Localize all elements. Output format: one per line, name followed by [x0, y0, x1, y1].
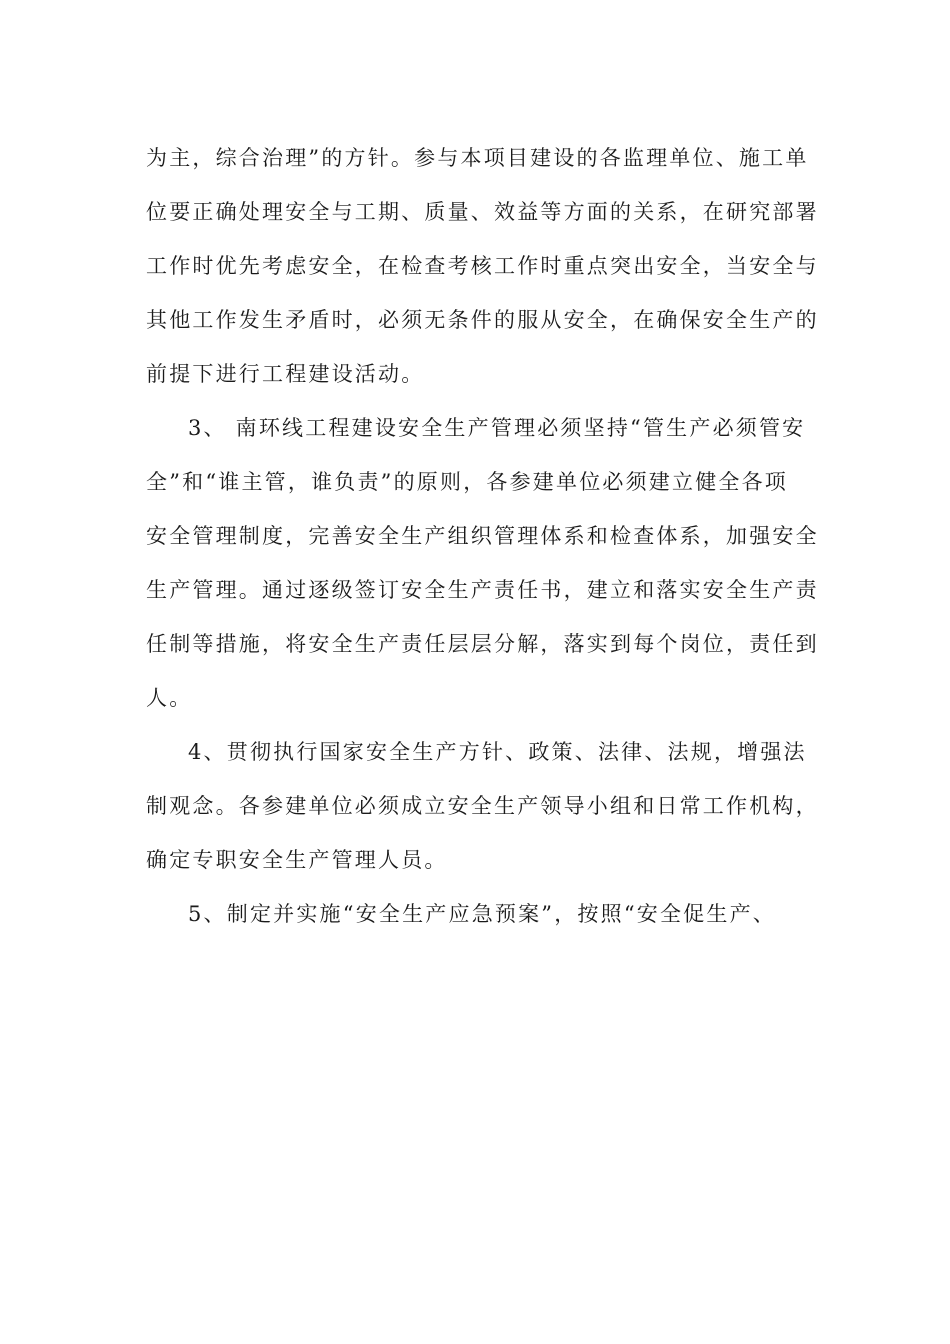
text-line-12: 4、贯彻执行国家安全生产方针、政策、法律、法规，增强法	[188, 740, 807, 764]
text-line-11: 人。	[146, 686, 193, 710]
text-line-9: 生产管理。通过逐级签订安全生产责任书，建立和落实安全生产责	[146, 578, 819, 602]
text-line-3: 工作时优先考虑安全，在检查考核工作时重点突出安全，当安全与	[146, 254, 819, 278]
text-line-10: 任制等措施，将安全生产责任层层分解，落实到每个岗位，责任到	[146, 632, 819, 656]
text-line-13: 制观念。各参建单位必须成立安全生产领导小组和日常工作机构，	[146, 794, 819, 818]
text-line-7: 全”和“谁主管，谁负责”的原则，各参建单位必须建立健全各项	[146, 470, 789, 494]
document-body	[146, 131, 819, 941]
text-line-2: 位要正确处理安全与工期、质量、效益等方面的关系，在研究部署	[146, 200, 819, 224]
text-line-6: 3、 南环线工程建设安全生产管理必须坚持“管生产必须管安	[188, 416, 806, 440]
text-line-15: 5、制定并实施“安全生产应急预案”，按照“安全促生产、	[188, 902, 776, 926]
text-line-1: 为主，综合治理”的方针。参与本项目建设的各监理单位、施工单	[146, 146, 809, 170]
text-line-14: 确定专职安全生产管理人员。	[146, 848, 448, 872]
text-line-5: 前提下进行工程建设活动。	[146, 362, 425, 386]
text-line-4: 其他工作发生矛盾时，必须无条件的服从安全，在确保安全生产的	[146, 308, 819, 332]
text-line-8: 安全管理制度，完善安全生产组织管理体系和检查体系，加强安全	[146, 524, 819, 548]
